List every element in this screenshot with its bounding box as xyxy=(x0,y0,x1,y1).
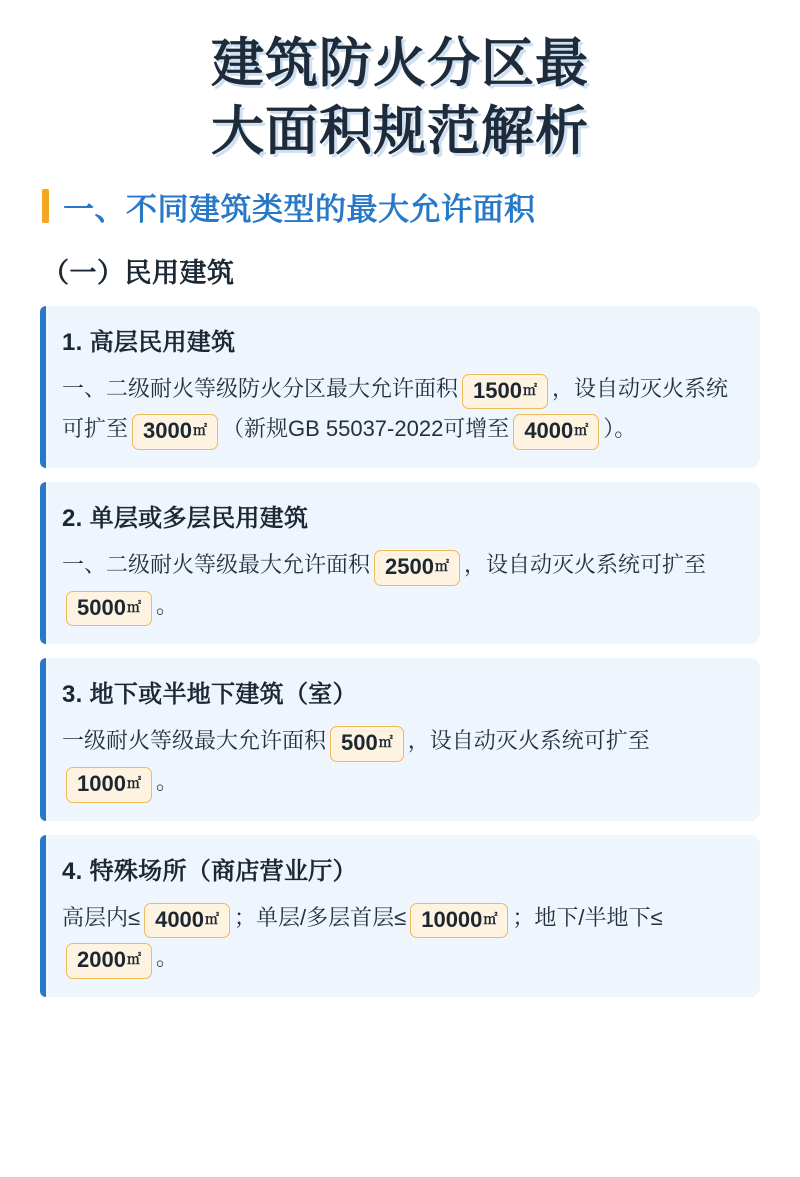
info-card-body xyxy=(62,721,740,802)
info-card-title: 3. 地下或半地下建筑（室） xyxy=(62,681,357,709)
body-text: ，设自动灭火系统可扩至 xyxy=(463,552,706,578)
value-chip-number: 5000 xyxy=(77,594,126,620)
value-chip xyxy=(374,550,460,586)
value-chip xyxy=(132,414,218,450)
value-chip xyxy=(330,726,404,762)
value-chip-number: 500 xyxy=(341,730,378,756)
card-list xyxy=(40,306,760,998)
body-text: 。 xyxy=(155,769,178,795)
body-text: 高层内≤ xyxy=(62,904,141,930)
body-text: （新规GB 55037-2022可增至 xyxy=(221,416,510,442)
value-chip-number: 1500 xyxy=(473,377,522,403)
info-card xyxy=(40,658,760,820)
value-chip-number: 10000 xyxy=(421,906,483,932)
info-card xyxy=(40,482,760,644)
value-chip xyxy=(66,591,152,627)
section-accent-bar xyxy=(42,189,49,223)
value-chip-unit: ㎡ xyxy=(378,734,393,751)
value-chip-unit: ㎡ xyxy=(126,598,141,615)
body-text: ）。 xyxy=(603,416,637,442)
page-title xyxy=(40,30,760,166)
body-text: 一、二级耐火等级防火分区最大允许面积 xyxy=(62,375,459,401)
value-chip xyxy=(66,767,152,803)
body-text: ，设自动灭火系统可扩至 xyxy=(407,728,650,754)
info-card-body xyxy=(62,545,740,626)
value-chip xyxy=(462,374,548,410)
body-text: 。 xyxy=(155,945,178,971)
body-text: 一、二级耐火等级最大允许面积 xyxy=(62,552,371,578)
value-chip-unit: ㎡ xyxy=(126,775,141,792)
value-chip-number: 1000 xyxy=(77,771,126,797)
section-heading-label: 一、不同建筑类型的最大允许面积 xyxy=(63,191,536,227)
body-text: 一级耐火等级最大允许面积 xyxy=(62,728,327,754)
body-text: 。 xyxy=(155,592,178,618)
info-card-title: 4. 特殊场所（商店营业厅） xyxy=(62,857,357,885)
value-chip-number: 4000 xyxy=(155,906,205,932)
value-chip-number: 2500 xyxy=(385,554,434,580)
value-chip xyxy=(144,903,230,939)
page-title-line-2: 大面积规范解析 xyxy=(211,100,589,162)
info-card xyxy=(40,835,760,997)
value-chip-unit: ㎡ xyxy=(205,910,220,927)
value-chip-unit: ㎡ xyxy=(522,381,537,398)
info-card-title: 2. 单层或多层民用建筑 xyxy=(62,505,309,533)
value-chip-unit: ㎡ xyxy=(434,558,449,575)
value-chip-number: 4000 xyxy=(524,418,574,444)
info-card-body xyxy=(62,898,740,979)
value-chip-number: 2000 xyxy=(77,947,126,973)
value-chip-unit: ㎡ xyxy=(126,951,141,968)
body-text: ，设自动灭火系统可扩至 xyxy=(62,375,728,442)
info-card-title: 1. 高层民用建筑 xyxy=(62,328,236,356)
subsection-heading: （一）民用建筑 xyxy=(42,257,235,288)
value-chip-number: 3000 xyxy=(143,418,192,444)
body-text: ；单层/多层首层≤ xyxy=(234,904,407,930)
page-title-line-1: 建筑防火分区最 xyxy=(211,33,589,94)
value-chip-unit: ㎡ xyxy=(574,422,589,439)
info-card-body xyxy=(62,369,740,450)
value-chip-unit: ㎡ xyxy=(483,910,498,927)
value-chip-unit: ㎡ xyxy=(192,422,207,439)
value-chip xyxy=(410,903,508,939)
body-text: ；地下/半地下≤ xyxy=(512,904,663,930)
info-card xyxy=(40,306,760,468)
value-chip xyxy=(513,414,599,450)
section-heading xyxy=(42,184,760,229)
value-chip xyxy=(66,943,152,979)
